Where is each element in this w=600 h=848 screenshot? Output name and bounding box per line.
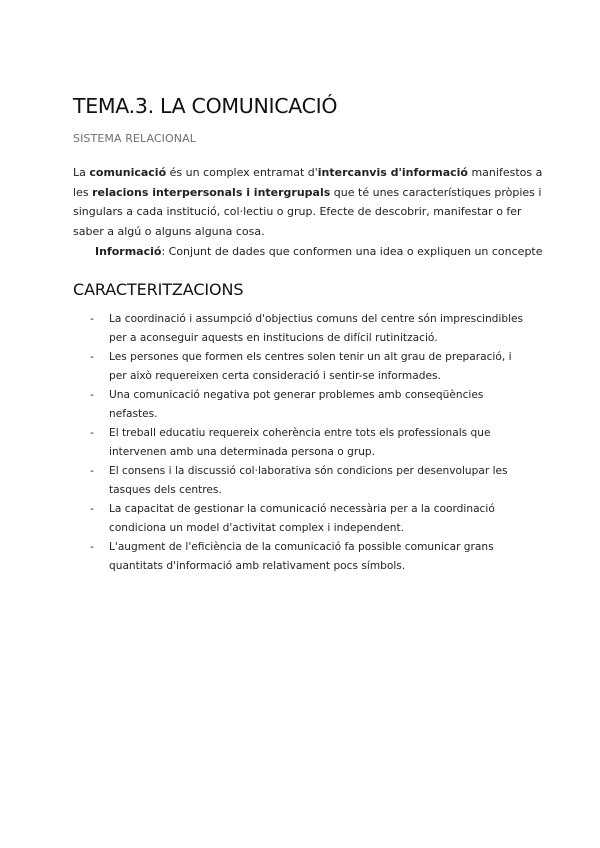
intro-bold-term: intercanvis d'informació xyxy=(317,166,468,179)
list-item xyxy=(73,500,533,538)
intro-text: manifestos a xyxy=(467,166,543,179)
definition-term: Informació xyxy=(95,244,162,258)
list-item xyxy=(73,310,533,348)
intro-text: les xyxy=(73,185,93,199)
intro-line-2 xyxy=(73,183,542,203)
intro-line-3: singulars a cada institució, col·lectiu o grup. Efecte de descobrir, manifestar o fer xyxy=(73,205,522,219)
definition-text: : Conjunt de dades que conformen una idea o expliquen un concepte xyxy=(161,244,543,258)
intro-text: La xyxy=(73,166,90,179)
intro-text: és un complex entramat d' xyxy=(166,166,318,179)
list-item-line: El consens i la discussió col·laborativa són condicions per desenvolupar les xyxy=(109,465,508,477)
list-item-line: La coordinació i assumpció d'objectius comuns del centre són imprescindibles xyxy=(109,313,524,325)
list-item xyxy=(73,386,533,424)
intro-bold-term: comunicació xyxy=(89,166,167,179)
list-item xyxy=(73,424,533,462)
intro-bold-term: relacions interpersonals i intergrupals xyxy=(92,185,331,199)
bullet-dash: - xyxy=(90,465,94,477)
bullet-dash: - xyxy=(90,313,94,325)
list-item-line: Les persones que formen els centres solen tenir un alt grau de preparació, i xyxy=(109,351,512,363)
list-item-line: condiciona un model d'activitat complex i independent. xyxy=(109,522,404,534)
list-item-line: La capacitat de gestionar la comunicació necessària per a la coordinació xyxy=(109,503,495,515)
list-item-line: L'augment de l'eficiència de la comunicació fa possible comunicar grans xyxy=(109,541,494,553)
list-item-line: quantitats d'informació amb relativament pocs símbols. xyxy=(109,560,406,572)
bullet-dash: - xyxy=(90,541,94,553)
list-item-line: intervenen amb una determinada persona o grup. xyxy=(109,446,376,458)
list-item-line: per això requereixen certa consideració i sentir-se informades. xyxy=(109,370,441,382)
list-item-line: Una comunicació negativa pot generar problemes amb conseqüències xyxy=(109,389,484,401)
bullet-dash: - xyxy=(90,389,94,401)
intro-line-4: saber a algú o alguns alguna cosa. xyxy=(73,225,265,239)
intro-line-1 xyxy=(73,163,543,183)
page-title: TEMA.3. LA COMUNICACIÓ xyxy=(73,94,338,118)
intro-text: que té unes característiques pròpies i xyxy=(330,185,542,199)
list-item xyxy=(73,538,533,576)
list-item-line: nefastes. xyxy=(109,408,158,420)
section-heading: CARACTERITZACIONS xyxy=(73,280,244,299)
bullet-dash: - xyxy=(90,351,94,363)
bullet-dash: - xyxy=(90,427,94,439)
definition-line xyxy=(73,242,543,262)
list-item-line: El treball educatiu requereix coherència entre tots els professionals que xyxy=(109,427,491,439)
bullet-dash: - xyxy=(90,503,94,515)
section-subtitle: SISTEMA RELACIONAL xyxy=(73,132,196,145)
list-item xyxy=(73,462,533,500)
list-item-line: per a aconseguir aquests en institucions de difícil rutinització. xyxy=(109,332,438,344)
characterizations-list xyxy=(73,310,533,576)
list-item xyxy=(73,348,533,386)
intro-paragraph xyxy=(73,163,543,262)
list-item-line: tasques dels centres. xyxy=(109,484,222,496)
